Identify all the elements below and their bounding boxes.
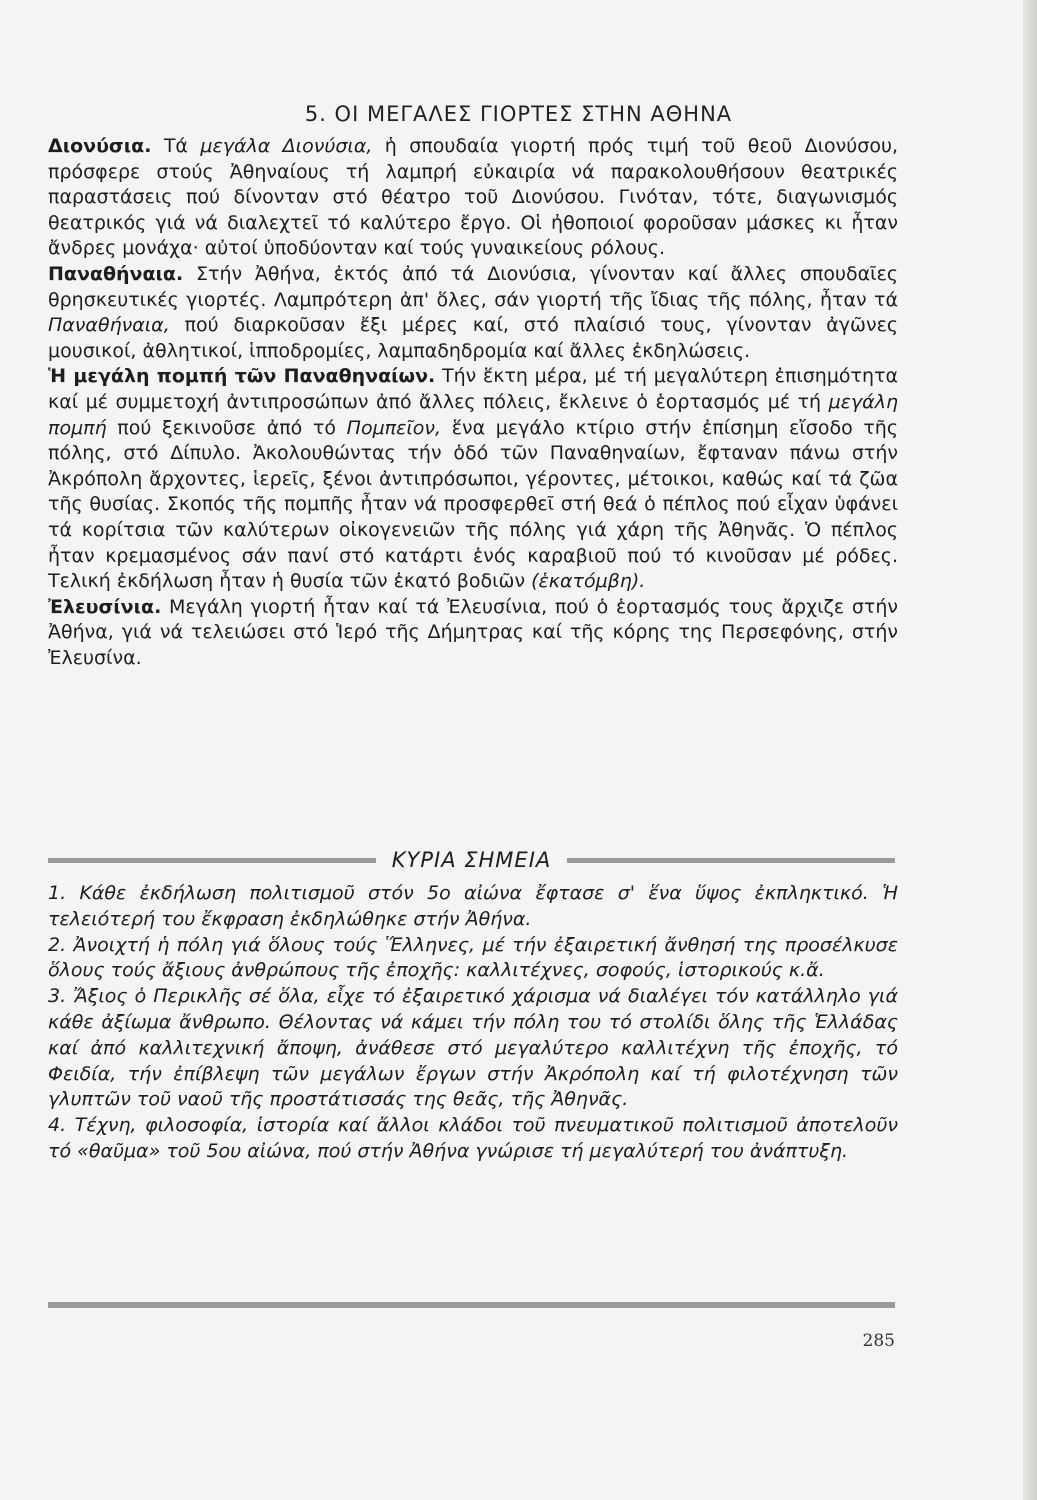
text-segment: Στήν Ἀθήνα, ἐκτός ἀπό τά Διονύσια, γίνονταν καί ἄλλες σπουδαῖες θρησκευτικές γιορτές. Λαμπρότερη ἀπ' ὅλες, σάν γιορτή τῆς ἴδιας τῆς πόλης, ἦταν τά — [48, 262, 898, 311]
key-point-2: 2. Ἀνοιχτή ἡ πόλη γιά ὅλους τούς Ἕλληνες, μέ τήν ἐξαιρετική ἄνθησή της προσέλκυσε ὅλους τούς ἄξιους ἀνθρώπους τῆς ἐποχῆς: καλλιτέχνες, σοφούς, ἱστορικούς κ.ἄ. — [48, 933, 898, 982]
page-edge-shadow — [1023, 0, 1037, 1500]
key-points-header — [48, 848, 895, 872]
key-point-3: 3. Ἄξιος ὁ Περικλῆς σέ ὅλα, εἶχε τό ἐξαιρετικό χάρισμα νά διαλέγει τόν κατάλληλο γιά κάθε ἀξίωμα ἄνθρωπο. Θέλοντας νά κάμει τήν πόλη του τό στολίδι ὅλης τῆς Ἑλλάδας καί ἀπό καλλιτεχνική ἄποψη, ἀνάθεσε στό μεγαλύτερο καλλιτέχνη τῆς ἐποχῆς, τό Φειδία, τήν ἐπίβλεψη τῶν μεγάλων ἔργων στήν Ἀκρόπολη καί τή φιλοτέχνηση τῶν γλυπτῶν τοῦ ναοῦ τῆς προστάτισσάς της θεᾶς, τῆς Ἀθηνᾶς. — [48, 985, 898, 1111]
paragraph-eleusinia — [48, 595, 898, 672]
emphasis: Πομπεῖον, — [346, 416, 442, 439]
emphasis: μεγάλα Διονύσια, — [200, 135, 373, 157]
term-procession: Ἡ μεγάλη πομπή τῶν Παναθηναίων. — [48, 365, 436, 388]
key-point-1: 1. Κάθε ἐκδήλωση πολιτισμοῦ στόν 5ο αἰώνα ἔφτασε σ' ἕνα ὕψος ἐκπληκτικό. Ἡ τελειότερή του ἔκφραση ἐκδηλώθηκε στήν Ἀθήνα. — [48, 882, 898, 930]
section-title: 5. ΟΙ ΜΕΓΑΛΕΣ ΓΙΟΡΤΕΣ ΣΤΗΝ ΑΘΗΝΑ — [304, 102, 733, 126]
body-text — [48, 134, 898, 671]
text-segment: ἡ σπουδαία γιορτή πρός τιμή τοῦ θεοῦ Διονύσου, πρόσφερε στούς Ἀθηναίους τή λαμπρή εὐκαιρία νά παρακολουθήσουν θεατρικές παραστάσεις πού δίνονταν στό θέατρο τοῦ Διονύσου. Γινόταν, τότε, διαγωνισμός θεατρικός γιά νά διαλεχτεῖ τό καλύτερο ἔργο. Οἱ ἠθοποιοί φοροῦσαν μάσκες κι ἦταν ἄνδρες μονάχα· αὐτοί ὑποδύονταν καί τούς γυναικείους ρόλους. — [48, 135, 898, 260]
key-point-4: 4. Τέχνη, φιλοσοφία, ἱστορία καί ἄλλοι κλάδοι τοῦ πνευματικοῦ πολιτισμοῦ ἀποτελοῦν τό «θαῦμα» τοῦ 5ου αἰώνα, πού στήν Ἀθήνα γνώρισε τή μεγαλύτερή του ἀνάπτυξη. — [48, 1114, 898, 1162]
paragraph-procession — [48, 364, 898, 594]
text-segment: Τήν ἕκτη μέρα, μέ τή μεγαλύτερη ἐπισημότητα καί μέ συμμετοχή ἀντιπροσώπων ἀπό ἄλλες πόλεις, ἔκλεινε ὁ ἑορτασμός μέ τή — [48, 365, 898, 413]
key-points-title: ΚΥΡΙΑ ΣΗΜΕΙΑ — [391, 848, 552, 872]
emphasis: (ἑκατόμβη). — [531, 570, 646, 593]
paragraph-dionysia — [48, 134, 898, 262]
bottom-rule — [48, 1302, 895, 1308]
key-points-list — [48, 881, 898, 1165]
text-segment: Μεγάλη γιορτή ἦταν καί τά Ἐλευσίνια, πού ὁ ἑορτασμός τους ἄρχιζε στήν Ἀθήνα, γιά νά τελειώσει στό Ἱερό τῆς Δήμητρας καί τῆς κόρης της Περσεφόνης, στήν Ἐλευσίνα. — [48, 595, 898, 669]
term-dionysia: Διονύσια. — [48, 135, 152, 157]
term-eleusinia: Ἐλευσίνια. — [48, 595, 162, 618]
header-rule-left — [48, 858, 376, 863]
page-number: 285 — [862, 1331, 895, 1351]
text-segment: πού ξεκινοῦσε ἀπό τό — [106, 416, 347, 439]
text-segment: πού διαρκοῦσαν ἔξι μέρες καί, στό πλαίσιό τους, γίνονταν ἀγῶνες μουσικοί, ἀθλητικοί, ἱπποδρομίες, λαμπαδηδρομία καί ἄλλες ἐκδηλώσεις. — [48, 314, 898, 362]
text-segment: Τά — [151, 135, 201, 157]
term-panathenaia: Παναθήναια. — [48, 262, 184, 285]
emphasis: Παναθήναια, — [48, 314, 170, 337]
emphasis: μεγάλη πομπή — [48, 390, 898, 439]
text-segment: ἕνα μεγάλο κτίριο στήν ἐπίσημη εἴσοδο τῆς πόλης, στό Δίπυλο. Ἀκολουθώντας τήν ὁδό τῶν Παναθηναίων, ἔφταναν πάνω στήν Ἀκρόπολη ἄρχοντες, ἱερεῖς, ξένοι ἀντιπρόσωποι, γέροντες, μέτοικοι, καθώς καί τά ζῶα τῆς θυσίας. Σκοπός τῆς πομπῆς ἦταν νά προσφερθεῖ στή θεά ὁ πέπλος πού εἶχαν ὑφάνει τά κορίτσια τῶν καλύτερων οἰκογενειῶν τῆς πόλης γιά χάρη τῆς Ἀθηνᾶς. Ὁ πέπλος ἦταν κρεμασμένος σάν πανί στό κατάρτι ἑνός καραβιοῦ πού τό κινοῦσαν μέ ρόδες. Τελική ἐκδήλωση ἦταν ἡ θυσία τῶν ἑκατό βοδιῶν — [48, 416, 898, 593]
paragraph-panathenaia — [48, 262, 898, 364]
header-rule-right — [567, 858, 895, 863]
